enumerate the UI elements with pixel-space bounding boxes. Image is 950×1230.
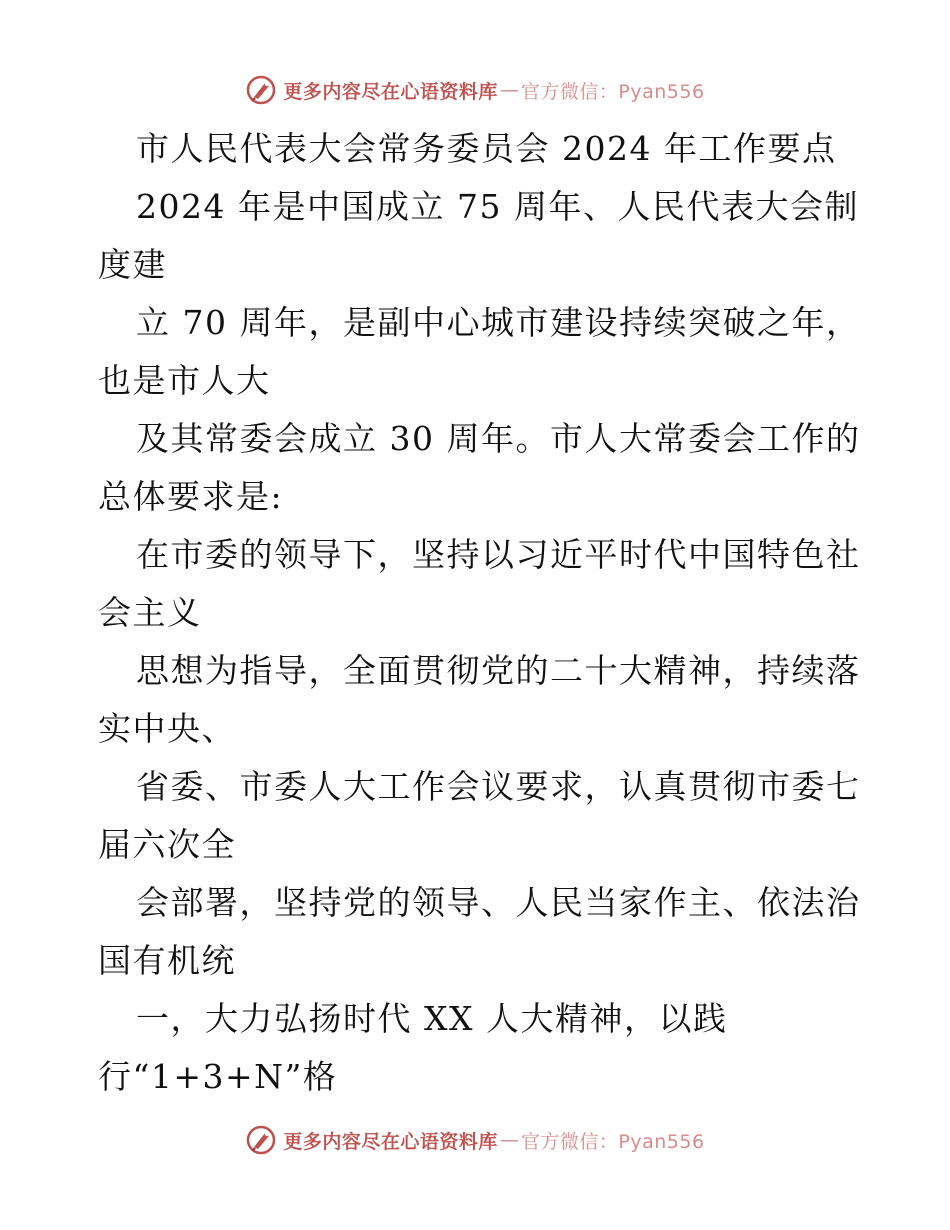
paragraph-line: 实中央、 bbox=[98, 709, 236, 748]
banner-wechat-text: 官方微信：Pyan556 bbox=[520, 1130, 705, 1153]
header-banner bbox=[0, 70, 950, 110]
paragraph-line: 国有机统 bbox=[98, 941, 236, 980]
paragraph-line: 一，大力弘扬时代 XX 人大精神，以践 bbox=[136, 999, 728, 1038]
pen-logo-icon bbox=[245, 1124, 277, 1156]
paragraph-line: 及其常委会成立 30 周年。市人大常委会工作的 bbox=[136, 419, 861, 458]
banner-dash: — bbox=[499, 1129, 519, 1151]
banner-dash: — bbox=[499, 79, 519, 101]
paragraph-line: 立 70 周年，是副中心城市建设持续突破之年， bbox=[136, 303, 861, 342]
paragraph-line: 2024 年是中国成立 75 周年、人民代表大会制 bbox=[136, 187, 859, 226]
banner-red-text: 更多内容尽在心语资料库 bbox=[283, 80, 498, 103]
banner-red-text: 更多内容尽在心语资料库 bbox=[283, 1130, 498, 1153]
paragraph-line: 会部署，坚持党的领导、人民当家作主、依法治 bbox=[136, 883, 861, 922]
paragraph-line: 行“1+3+N”格 bbox=[98, 1057, 338, 1096]
banner-wechat-text: 官方微信：Pyan556 bbox=[520, 80, 705, 103]
paragraph-line: 省委、市委人大工作会议要求，认真贯彻市委七 bbox=[136, 767, 861, 806]
document-body bbox=[98, 120, 861, 1106]
paragraph-line: 也是市人大 bbox=[98, 361, 271, 400]
paragraph-line: 思想为指导，全面贯彻党的二十大精神，持续落 bbox=[136, 651, 861, 690]
document-title: 市人民代表大会常务委员会 2024 年工作要点 bbox=[136, 129, 837, 168]
paragraph-line: 在市委的领导下，坚持以习近平时代中国特色社 bbox=[136, 535, 861, 574]
paragraph-line: 总体要求是: bbox=[98, 477, 284, 516]
pen-logo-icon bbox=[245, 74, 277, 106]
paragraph-line: 会主义 bbox=[98, 593, 202, 632]
paragraph-line: 届六次全 bbox=[98, 825, 236, 864]
footer-banner bbox=[0, 1120, 950, 1160]
paragraph-line: 度建 bbox=[98, 245, 167, 284]
